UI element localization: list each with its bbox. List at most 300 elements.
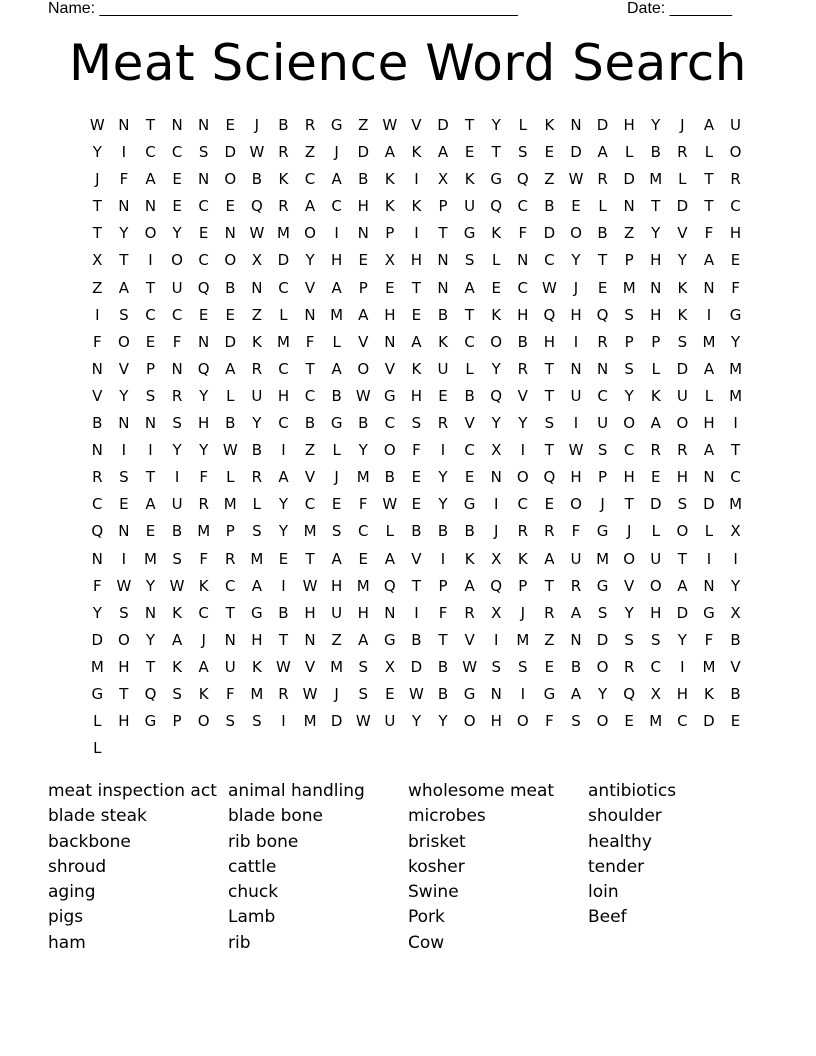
grid-letter: Q	[516, 170, 529, 189]
grid-letter: V	[411, 116, 422, 134]
grid-letter: I	[440, 549, 446, 568]
grid-letter: W	[249, 224, 265, 243]
grid-letter: V	[624, 576, 635, 595]
grid-letter: E	[172, 197, 182, 216]
grid-letter: N	[490, 468, 502, 487]
grid-letter: K	[411, 143, 422, 162]
grid-letter: T	[544, 359, 554, 378]
grid-letter: G	[463, 684, 476, 703]
grid-letter: R	[278, 143, 289, 162]
grid-letter: C	[464, 332, 475, 351]
grid-letter: N	[198, 170, 210, 189]
word-list-item: shoulder	[588, 806, 662, 827]
grid-letter: H	[357, 603, 369, 622]
grid-letter: I	[493, 495, 499, 514]
grid-letter: M	[516, 630, 530, 649]
page-title: Meat Science Word Search	[69, 34, 747, 92]
grid-letter: C	[623, 441, 635, 460]
grid-letter: C	[544, 251, 555, 270]
grid-letter: A	[145, 170, 156, 189]
grid-letter: K	[677, 278, 688, 297]
grid-letter: A	[411, 332, 422, 351]
grid-letter: Y	[730, 576, 741, 595]
grid-letter: A	[145, 495, 156, 514]
grid-letter: G	[144, 712, 157, 731]
grid-letter: Y	[278, 522, 289, 541]
grid-letter: T	[92, 224, 102, 243]
grid-letter: N	[703, 278, 715, 297]
grid-letter: R	[570, 576, 582, 595]
grid-letter: A	[677, 576, 688, 595]
grid-letter: M	[356, 576, 370, 595]
grid-letter: H	[251, 630, 263, 649]
grid-letter: T	[438, 224, 448, 243]
grid-letter: C	[171, 143, 183, 162]
grid-letter: K	[384, 197, 395, 216]
grid-letter: Y	[624, 603, 634, 622]
grid-letter: H	[570, 305, 582, 324]
grid-letter: G	[251, 603, 263, 622]
grid-letter: B	[331, 386, 342, 405]
grid-letter: E	[411, 495, 422, 514]
grid-letter: Y	[624, 386, 634, 405]
grid-letter: C	[677, 712, 688, 731]
grid-letter: O	[596, 712, 609, 731]
grid-letter: Z	[304, 441, 316, 460]
grid-letter: N	[437, 278, 449, 297]
grid-letter: H	[650, 305, 662, 324]
grid-letter: S	[571, 712, 581, 731]
grid-letter: B	[597, 224, 608, 243]
word-list-item: aging	[48, 882, 96, 903]
grid-letter: B	[730, 630, 741, 649]
grid-letter: N	[198, 116, 210, 134]
grid-letter: D	[543, 224, 556, 243]
grid-letter: O	[383, 441, 396, 460]
grid-letter: A	[198, 657, 209, 676]
grid-letter: W	[169, 576, 185, 595]
grid-letter: X	[384, 657, 395, 676]
grid-letter: A	[304, 197, 316, 216]
grid-letter: T	[677, 549, 687, 568]
grid-letter: L	[332, 441, 341, 460]
grid-letter: X	[92, 251, 103, 270]
word-list-item: healthy	[588, 831, 652, 852]
grid-letter: S	[624, 630, 634, 649]
grid-letter: E	[278, 549, 289, 568]
grid-letter: S	[597, 441, 608, 460]
grid-letter: B	[225, 278, 236, 297]
grid-letter: N	[118, 197, 130, 216]
grid-letter: R	[278, 197, 289, 216]
grid-letter: S	[172, 549, 182, 568]
grid-letter: K	[198, 684, 209, 703]
grid-letter: P	[624, 251, 634, 270]
grid-letter: S	[198, 143, 209, 162]
grid-letter: O	[570, 495, 582, 514]
grid-letter: T	[305, 359, 315, 378]
grid-letter: B	[544, 197, 555, 216]
grid-letter: T	[491, 143, 501, 162]
grid-letter: Y	[571, 251, 581, 270]
grid-letter: I	[121, 441, 127, 460]
grid-letter: R	[278, 684, 289, 703]
grid-letter: P	[438, 197, 448, 216]
grid-letter: Y	[199, 386, 209, 405]
grid-letter: K	[677, 305, 688, 324]
grid-letter: D	[596, 116, 609, 134]
grid-letter: R	[677, 143, 688, 162]
grid-letter: A	[544, 549, 555, 568]
grid-letter: P	[172, 712, 182, 731]
grid-letter: E	[730, 251, 741, 270]
grid-letter: O	[570, 224, 582, 243]
grid-letter: Y	[172, 441, 182, 460]
grid-letter: K	[704, 684, 714, 703]
grid-letter: K	[464, 549, 475, 568]
grid-letter: N	[91, 549, 103, 568]
grid-letter: I	[334, 224, 339, 243]
grid-letter: R	[437, 414, 449, 433]
grid-letter: B	[570, 657, 582, 676]
grid-letter: K	[464, 170, 475, 189]
grid-letter: E	[172, 170, 182, 189]
grid-letter: A	[331, 278, 342, 297]
grid-letter: H	[676, 684, 688, 703]
grid-letter: S	[331, 522, 342, 541]
grid-letter: L	[704, 386, 714, 405]
grid-letter: S	[119, 468, 129, 487]
grid-letter: L	[651, 522, 660, 541]
grid-letter: P	[651, 332, 661, 351]
grid-letter: L	[93, 712, 102, 731]
grid-letter: S	[624, 359, 634, 378]
grid-letter: Y	[145, 630, 156, 649]
grid-letter: S	[518, 143, 528, 162]
grid-letter: N	[596, 359, 609, 378]
grid-letter: N	[224, 224, 236, 243]
grid-letter: A	[650, 414, 661, 433]
grid-letter: I	[573, 414, 579, 433]
grid-letter: Y	[358, 441, 368, 460]
grid-letter: Q	[490, 386, 503, 405]
grid-letter: Y	[172, 224, 182, 243]
grid-letter: W	[541, 278, 557, 297]
grid-letter: N	[144, 197, 157, 216]
grid-letter: Y	[597, 684, 608, 703]
grid-letter: J	[334, 143, 339, 162]
grid-letter: K	[544, 116, 555, 134]
grid-letter: I	[520, 684, 526, 703]
grid-letter: S	[145, 386, 156, 405]
grid-letter: G	[330, 414, 343, 433]
grid-letter: I	[573, 332, 579, 351]
word-list-item: cattle	[228, 856, 277, 877]
grid-letter: V	[517, 386, 528, 405]
grid-letter: M	[223, 495, 237, 514]
name-field: Name: _______________________________________________	[48, 0, 518, 17]
grid-letter: C	[304, 386, 316, 405]
grid-letter: M	[729, 495, 743, 514]
grid-letter: H	[570, 468, 582, 487]
grid-letter: T	[119, 684, 129, 703]
grid-letter: F	[704, 630, 714, 649]
grid-letter: X	[437, 170, 449, 189]
grid-letter: I	[95, 305, 100, 324]
grid-letter: B	[358, 414, 369, 433]
grid-letter: Y	[411, 712, 421, 731]
grid-letter: B	[437, 305, 449, 324]
grid-letter: I	[733, 549, 738, 568]
grid-letter: L	[651, 359, 660, 378]
word-list-item: brisket	[408, 831, 466, 852]
grid-letter: O	[729, 143, 742, 162]
grid-letter: F	[545, 712, 554, 731]
grid-letter: J	[493, 522, 499, 541]
grid-letter: B	[225, 414, 236, 433]
grid-letter: N	[118, 414, 130, 433]
grid-letter: P	[358, 278, 368, 297]
grid-letter: H	[623, 468, 635, 487]
grid-letter: D	[676, 359, 689, 378]
grid-letter: N	[251, 278, 263, 297]
grid-letter: V	[730, 657, 741, 676]
grid-letter: X	[384, 251, 395, 270]
grid-letter: M	[250, 549, 264, 568]
word-list-item: tender	[588, 856, 645, 877]
grid-letter: B	[650, 143, 661, 162]
grid-letter: C	[225, 576, 236, 595]
grid-letter: W	[302, 576, 318, 595]
grid-letter: U	[676, 386, 688, 405]
grid-letter: S	[358, 684, 368, 703]
grid-letter: F	[225, 684, 235, 703]
grid-letter: L	[704, 522, 714, 541]
grid-letter: O	[197, 712, 210, 731]
grid-letter: G	[384, 630, 396, 649]
grid-letter: K	[650, 386, 661, 405]
grid-letter: C	[198, 603, 209, 622]
grid-letter: K	[251, 657, 262, 676]
grid-letter: V	[464, 630, 475, 649]
grid-letter: O	[224, 251, 237, 270]
grid-letter: G	[703, 603, 715, 622]
grid-letter: T	[704, 170, 714, 189]
grid-letter: C	[304, 170, 316, 189]
grid-letter: T	[145, 116, 156, 134]
grid-letter: T	[624, 495, 634, 514]
grid-letter: N	[144, 603, 157, 622]
grid-letter: F	[412, 441, 421, 460]
grid-letter: C	[517, 495, 529, 514]
grid-letter: M	[649, 170, 663, 189]
grid-letter: F	[172, 332, 182, 351]
grid-letter: O	[490, 332, 503, 351]
grid-letter: M	[144, 549, 157, 568]
grid-letter: E	[411, 305, 422, 324]
grid-letter: V	[411, 549, 422, 568]
grid-letter: B	[730, 684, 741, 703]
grid-letter: J	[254, 116, 260, 134]
grid-letter: A	[331, 359, 342, 378]
grid-letter: O	[596, 657, 609, 676]
grid-letter: C	[384, 414, 396, 433]
grid-letter: T	[92, 197, 102, 216]
word-list-item: antibiotics	[588, 781, 677, 801]
grid-letter: A	[703, 116, 715, 134]
grid-letter: D	[703, 495, 715, 514]
grid-letter: N	[171, 116, 183, 134]
grid-letter: D	[437, 116, 449, 134]
grid-letter: H	[650, 603, 662, 622]
grid-letter: R	[597, 170, 608, 189]
grid-letter: S	[119, 603, 129, 622]
grid-letter: O	[676, 414, 689, 433]
grid-letter: K	[198, 576, 209, 595]
grid-letter: J	[95, 170, 100, 189]
grid-letter: I	[493, 630, 499, 649]
grid-letter: N	[144, 414, 157, 433]
grid-letter: Z	[624, 224, 635, 243]
grid-letter: N	[91, 441, 103, 460]
grid-letter: L	[518, 116, 527, 134]
grid-letter: A	[703, 251, 715, 270]
grid-letter: V	[304, 657, 316, 676]
grid-letter: U	[251, 386, 263, 405]
grid-letter: E	[438, 386, 448, 405]
grid-letter: N	[171, 359, 183, 378]
grid-letter: N	[703, 468, 715, 487]
grid-letter: U	[384, 712, 396, 731]
grid-letter: B	[384, 468, 395, 487]
grid-letter: B	[437, 522, 449, 541]
grid-letter: O	[649, 576, 662, 595]
grid-letter: S	[677, 332, 688, 351]
grid-letter: K	[251, 332, 262, 351]
grid-letter: R	[623, 657, 635, 676]
grid-letter: O	[357, 359, 370, 378]
grid-letter: G	[490, 170, 503, 189]
grid-letter: I	[520, 441, 526, 460]
grid-letter: O	[224, 170, 237, 189]
grid-letter: Q	[596, 305, 609, 324]
grid-letter: H	[118, 657, 130, 676]
grid-letter: V	[384, 359, 395, 378]
word-list-item: Pork	[408, 907, 445, 928]
grid-letter: B	[92, 414, 103, 433]
grid-letter: H	[198, 414, 210, 433]
grid-letter: H	[357, 197, 369, 216]
grid-letter: Y	[199, 441, 209, 460]
letter-grid	[84, 112, 749, 762]
grid-letter: R	[517, 522, 529, 541]
grid-letter: U	[597, 414, 609, 433]
grid-letter: R	[650, 441, 661, 460]
grid-letter: M	[276, 332, 290, 351]
grid-letter: E	[385, 278, 395, 297]
grid-letter: D	[357, 143, 370, 162]
grid-letter: T	[119, 251, 129, 270]
grid-letter: T	[145, 468, 156, 487]
grid-letter: C	[198, 251, 209, 270]
grid-letter: N	[384, 603, 396, 622]
grid-letter: W	[382, 116, 398, 134]
grid-letter: L	[226, 386, 235, 405]
grid-letter: K	[491, 305, 502, 324]
grid-letter: N	[570, 359, 582, 378]
grid-letter: A	[384, 549, 395, 568]
grid-letter: C	[517, 197, 529, 216]
grid-letter: V	[304, 468, 316, 487]
grid-letter: K	[491, 224, 502, 243]
grid-letter: R	[225, 549, 236, 568]
grid-letter: E	[651, 468, 661, 487]
grid-letter: D	[676, 603, 689, 622]
grid-letter: W	[462, 657, 478, 676]
grid-letter: R	[304, 116, 316, 134]
word-list-item: loin	[588, 882, 619, 903]
grid-letter: P	[438, 576, 448, 595]
grid-letter: Q	[197, 359, 210, 378]
grid-letter: R	[92, 468, 103, 487]
grid-letter: S	[491, 657, 501, 676]
grid-letter: I	[414, 170, 419, 189]
grid-letter: G	[463, 495, 476, 514]
grid-letter: F	[704, 224, 714, 243]
word-list-item: animal handling	[228, 781, 365, 801]
grid-letter: Y	[438, 712, 448, 731]
grid-letter: B	[464, 386, 475, 405]
grid-letter: E	[491, 278, 501, 297]
grid-letter: L	[332, 332, 341, 351]
grid-letter: Q	[383, 576, 396, 595]
grid-letter: N	[570, 116, 582, 134]
grid-letter: L	[385, 522, 394, 541]
grid-letter: H	[304, 603, 316, 622]
grid-letter: N	[623, 197, 635, 216]
grid-letter: M	[330, 657, 344, 676]
grid-letter: X	[251, 251, 262, 270]
grid-letter: Z	[544, 630, 555, 649]
word-list-item: ham	[48, 932, 86, 953]
grid-letter: N	[357, 224, 369, 243]
grid-letter: E	[411, 468, 422, 487]
grid-letter: O	[516, 468, 529, 487]
grid-letter: M	[197, 522, 211, 541]
grid-letter: Z	[358, 116, 369, 134]
grid-letter: E	[145, 332, 156, 351]
grid-letter: S	[252, 522, 262, 541]
grid-letter: W	[116, 576, 132, 595]
grid-letter: K	[172, 603, 182, 622]
grid-letter: R	[597, 332, 608, 351]
grid-letter: T	[651, 197, 661, 216]
grid-letter: A	[331, 170, 342, 189]
grid-letter: K	[384, 170, 395, 189]
grid-letter: T	[544, 386, 554, 405]
grid-letter: E	[225, 197, 235, 216]
grid-letter: B	[437, 657, 449, 676]
grid-letter: S	[544, 414, 555, 433]
grid-letter: H	[623, 116, 635, 134]
grid-letter: M	[596, 549, 610, 568]
grid-letter: H	[331, 576, 343, 595]
grid-letter: Q	[490, 576, 503, 595]
grid-letter: Y	[677, 251, 687, 270]
grid-letter: J	[334, 684, 339, 703]
grid-letter: U	[570, 549, 582, 568]
grid-letter: W	[409, 684, 424, 703]
